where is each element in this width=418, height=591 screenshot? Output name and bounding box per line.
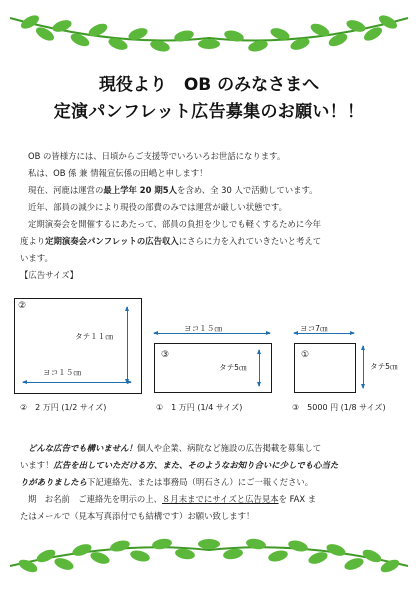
ad-size-quarter-mark: ③ (161, 350, 170, 360)
closing-line-1: どんな広告でも構いません！個人や企業、病院など施設の広告掲載を募集して (28, 443, 322, 453)
closing-line-5: たはメールで（見本写真添付でも結構です）お願い致します！ (20, 511, 255, 521)
ad-size-quarter-box (154, 343, 272, 393)
ad-size-eighth-height-label: タテ5㎝ (370, 362, 398, 371)
ad-size-half-width-arrow (23, 382, 131, 383)
price-eighth: ③ 5000 円 (1/8 サイズ) (292, 403, 386, 412)
ad-size-half-mark: ② (18, 301, 27, 311)
size-heading: 【広告サイズ】 (20, 270, 78, 280)
intro-paragraph-3: 現在、河鹿は運営の最上学年 20 期5人を含め、全 30 人で活動しています。 (28, 185, 318, 195)
intro-body (20, 148, 404, 284)
intro-paragraph-5: 定期演奏会を開催するにあたって、部員の負担を少しでも軽くするために今年 (28, 219, 321, 229)
ad-size-quarter-width-label: ヨコ１５㎝ (184, 324, 222, 333)
closing-line-3: りがありましたら下記連絡先、または事務局（明石さん）にご一報ください。 (20, 477, 314, 487)
ad-size-half-box (14, 298, 142, 394)
ad-size-eighth-width-label: ヨコ7㎝ (300, 324, 328, 333)
vine-decoration-top (0, 4, 418, 58)
closing-line-4: 期 お名前 ご連絡先を明示の上、８月末までにサイズと広告見本を FAX ま (28, 494, 317, 504)
intro-paragraph-2: 私は、OB 係 兼 情報宣伝係の田嶋と申します！ (28, 168, 208, 178)
closing-line-2: います！広告を出していただける方、また、そのようなお知り合いに少しでも心当た (20, 460, 339, 470)
ad-size-quarter-width-arrow (154, 333, 270, 334)
price-quarter: ① 1 万円 (1/4 サイズ) (156, 403, 243, 412)
intro-paragraph-4: 近年、部員の減少により現役の部費のみでは運営が厳しい状態です。 (28, 202, 287, 212)
ad-size-quarter-height-label: タテ5㎝ (219, 363, 247, 372)
ad-size-eighth-box (294, 343, 356, 393)
price-half: ② 2 万円 (1/2 サイズ) (20, 403, 107, 412)
title-line-1: 現役より OB のみなさまへ (98, 75, 320, 95)
ad-size-half-height-arrow (127, 307, 128, 383)
intro-paragraph-1: OB の皆様方には、日頃からご支援等でいろいろお世話になります。 (28, 151, 286, 161)
vine-decoration-bottom (0, 536, 418, 588)
ad-size-eighth-width-arrow (294, 333, 354, 334)
ad-size-quarter-height-arrow (259, 350, 260, 386)
ad-size-half-width-label: ヨコ１５㎝ (43, 368, 81, 377)
ad-size-half-height-label: タテ１１㎝ (75, 332, 113, 341)
closing-body (20, 440, 404, 525)
ad-size-eighth-height-arrow (363, 346, 364, 388)
intro-paragraph-5-cont: 度より定期演奏会パンフレットの広告収入にさらに力を入れていきたいと考えて (20, 236, 322, 246)
title-line-2: 定演パンフレット広告募集のお願い！！ (53, 102, 365, 122)
ad-size-eighth-mark: ① (301, 350, 310, 360)
intro-paragraph-5-end: います。 (20, 253, 53, 263)
